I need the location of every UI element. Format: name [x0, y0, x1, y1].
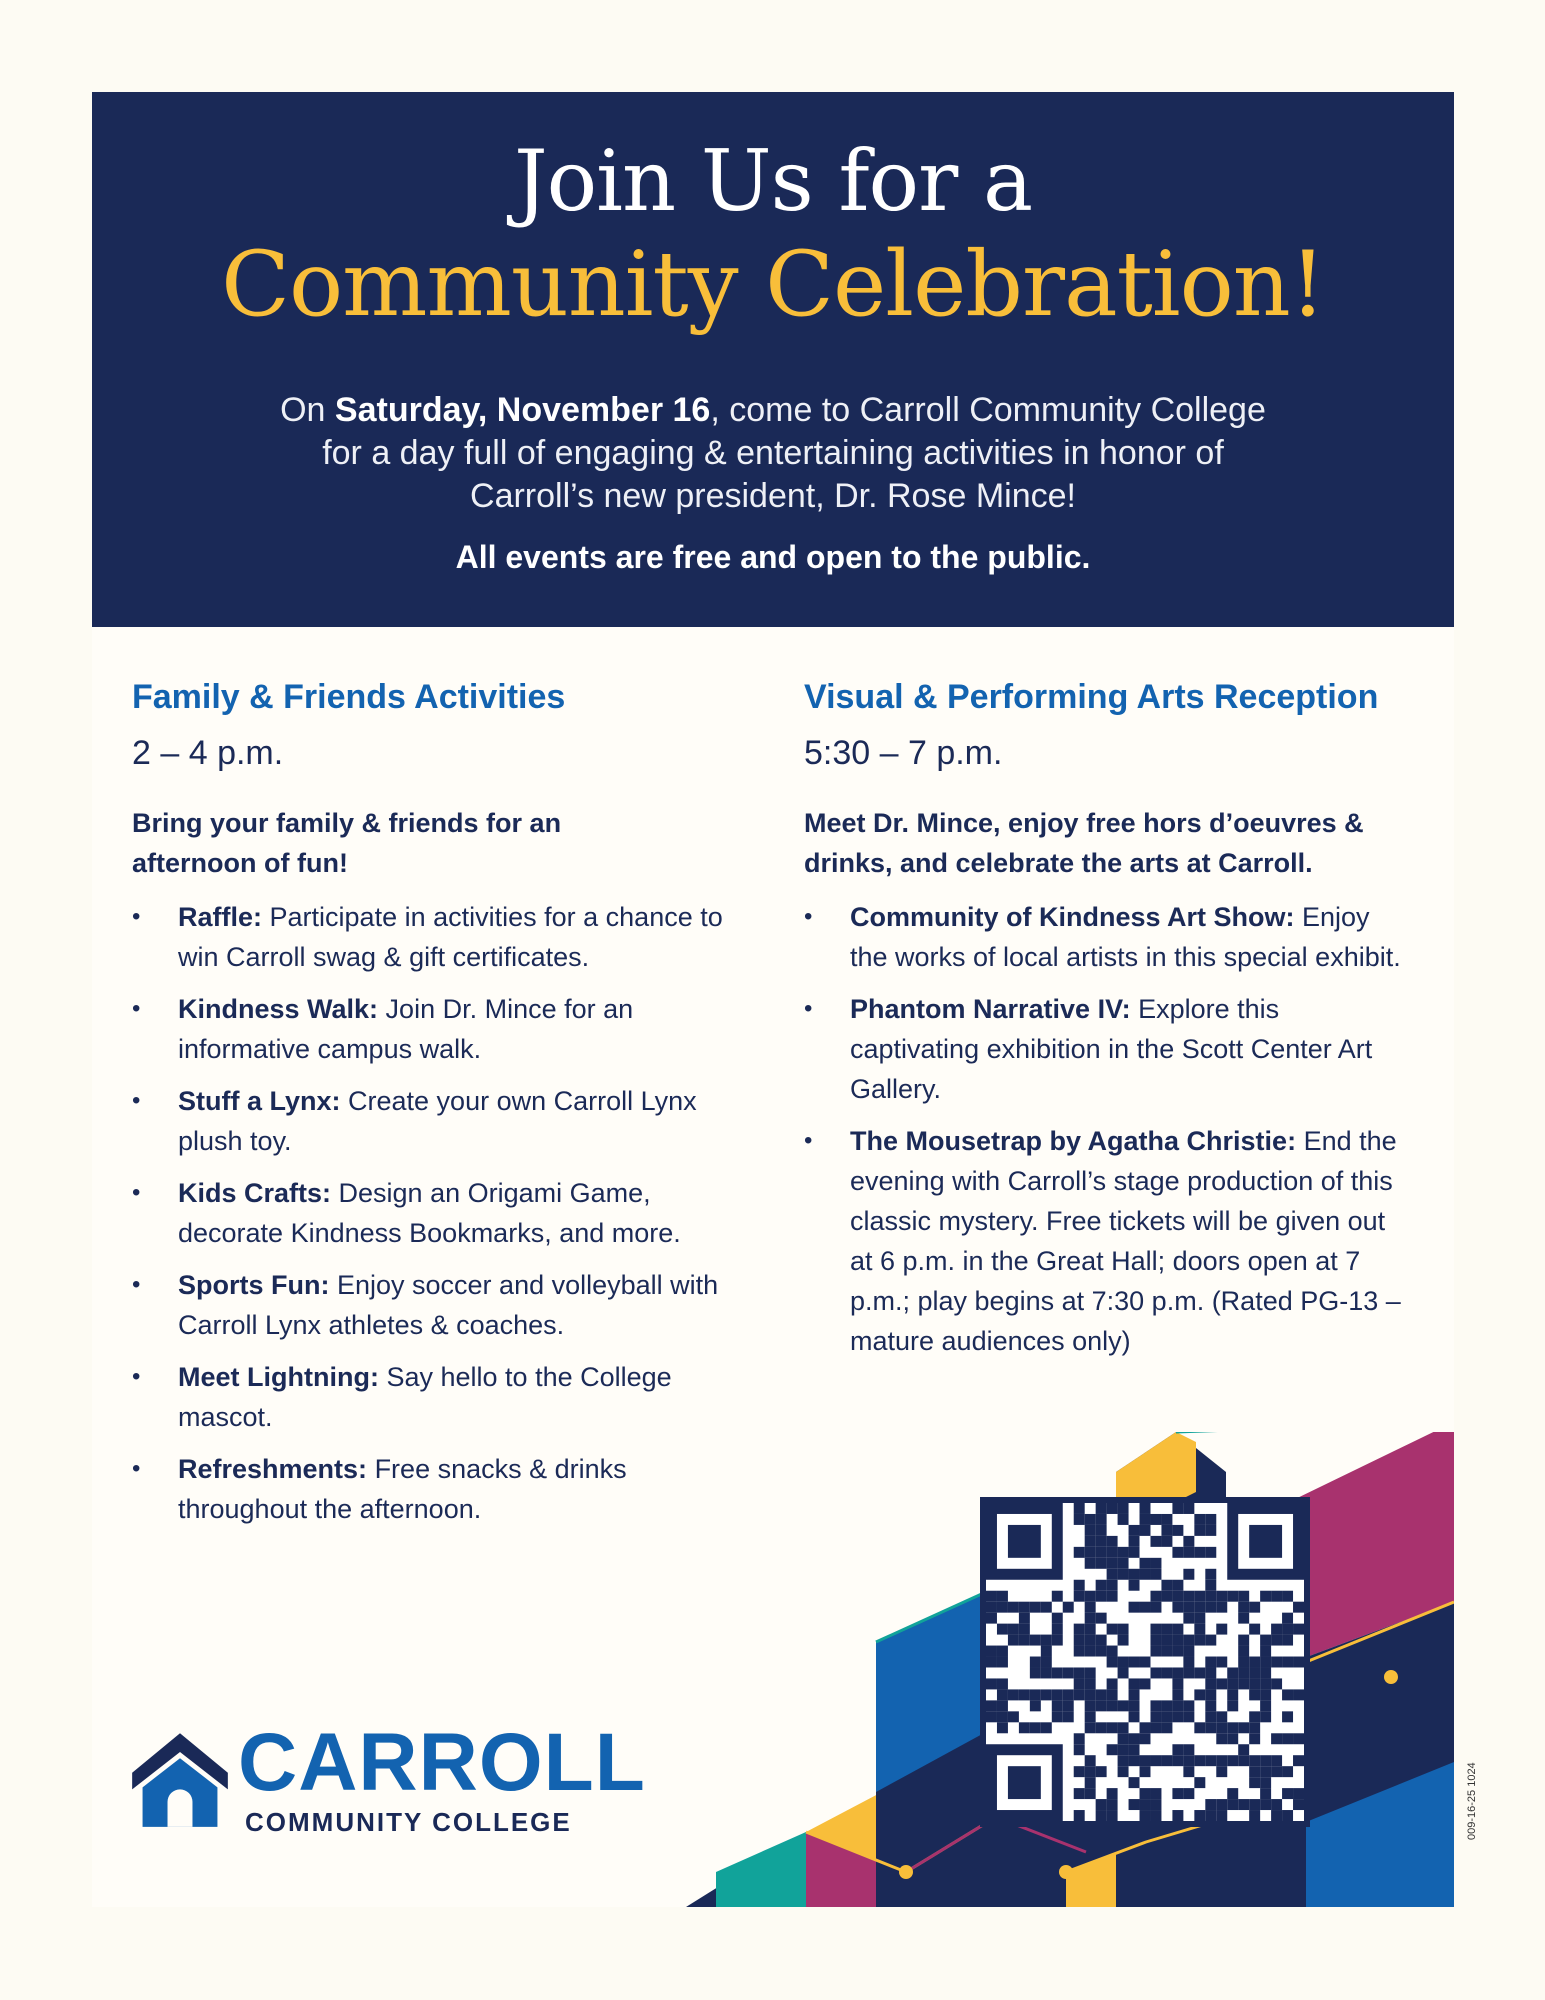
item-title: Stuff a Lynx:	[178, 1086, 341, 1116]
family-lead-1: Bring your family & friends for an	[132, 808, 562, 838]
list-item	[804, 989, 1414, 1109]
family-lead-2: afternoon of fun!	[132, 848, 348, 878]
arts-event-list	[804, 897, 1414, 1361]
intro-rest-1: , come to Carroll Community College	[710, 391, 1266, 429]
intro-rest-2: for a day full of engaging & entertaining activities in honor of	[322, 434, 1224, 472]
list-item	[804, 1121, 1414, 1361]
family-time: 2 – 4 p.m.	[132, 734, 284, 772]
item-title: Kindness Walk:	[178, 994, 379, 1024]
arts-lead-1: Meet Dr. Mince, enjoy free hors d’oeuvres &	[804, 808, 1364, 838]
item-title: Phantom Narrative IV:	[850, 994, 1131, 1024]
item-text: Say hello to the College mascot.	[178, 1362, 672, 1432]
list-item	[132, 1357, 752, 1437]
item-text: Join Dr. Mince for an informative campus walk.	[178, 994, 634, 1064]
arts-time: 5:30 – 7 p.m.	[804, 734, 1003, 772]
title-line-1: Join Us for a	[513, 132, 1033, 230]
arts-heading: Visual & Performing Arts Reception	[804, 678, 1379, 716]
carroll-logo	[128, 1717, 646, 1837]
house-logo-icon	[128, 1727, 232, 1831]
list-item	[804, 897, 1414, 977]
item-title: Kids Crafts:	[178, 1178, 332, 1208]
intro-on: On	[280, 391, 335, 429]
item-title: Raffle:	[178, 902, 263, 932]
item-text: Create your own Carroll Lynx plush toy.	[178, 1086, 697, 1156]
item-text: Participate in activities for a chance to win Carroll swag & gift certificates.	[178, 902, 723, 972]
family-activity-list	[132, 897, 752, 1529]
logo-name: CARROLL	[238, 1717, 646, 1808]
list-item	[132, 1081, 752, 1161]
intro-rest-3: Carroll’s new president, Dr. Rose Mince!	[470, 477, 1076, 515]
intro-paragraph	[232, 389, 1314, 518]
flyer	[92, 92, 1454, 1907]
list-item	[132, 1173, 752, 1253]
free-line: All events are free and open to the public.	[455, 539, 1091, 575]
arts-reception-column	[804, 675, 1414, 1373]
qr-code-icon	[986, 1503, 1304, 1821]
logo-subtitle: COMMUNITY COLLEGE	[245, 1807, 572, 1837]
intro-date: Saturday, November 16	[334, 391, 711, 429]
item-title: Meet Lightning:	[178, 1362, 379, 1392]
list-item	[132, 897, 752, 977]
item-text: Design an Origami Game, decorate Kindness Bookmarks, and more.	[178, 1178, 681, 1248]
list-item	[132, 1449, 752, 1529]
item-title: Community of Kindness Art Show:	[850, 902, 1295, 932]
family-lead	[132, 803, 752, 883]
item-text: Explore this captivating exhibition in the Scott Center Art Gallery.	[850, 994, 1373, 1104]
item-title: Refreshments:	[178, 1454, 368, 1484]
family-heading: Family & Friends Activities	[132, 678, 566, 716]
item-text: Enjoy soccer and volleyball with Carroll Lynx athletes & coaches.	[178, 1270, 719, 1340]
list-item	[132, 989, 752, 1069]
family-activities-column	[132, 675, 752, 1541]
item-title: The Mousetrap by Agatha Christie:	[850, 1126, 1297, 1156]
title-line-2: Community Celebration!	[221, 232, 1325, 337]
item-text: End the evening with Carroll’s stage production of this classic mystery. Free tickets will be given out at 6 p.m. in the Great Hall; doors open at 7 p.m.; play begins at 7:30 p.m. (Rated PG-13 – mature audiences only)	[850, 1126, 1401, 1356]
arts-lead-2: drinks, and celebrate the arts at Carroll.	[804, 848, 1313, 878]
print-code: 009-16-25 1024	[1466, 1762, 1478, 1840]
qr-code[interactable]	[980, 1497, 1310, 1827]
item-text: Enjoy the works of local artists in this special exhibit.	[850, 902, 1401, 972]
list-item	[132, 1265, 752, 1345]
item-text: Free snacks & drinks throughout the afternoon.	[178, 1454, 627, 1524]
item-title: Sports Fun:	[178, 1270, 330, 1300]
arts-lead	[804, 803, 1414, 883]
hero-banner	[92, 92, 1454, 627]
